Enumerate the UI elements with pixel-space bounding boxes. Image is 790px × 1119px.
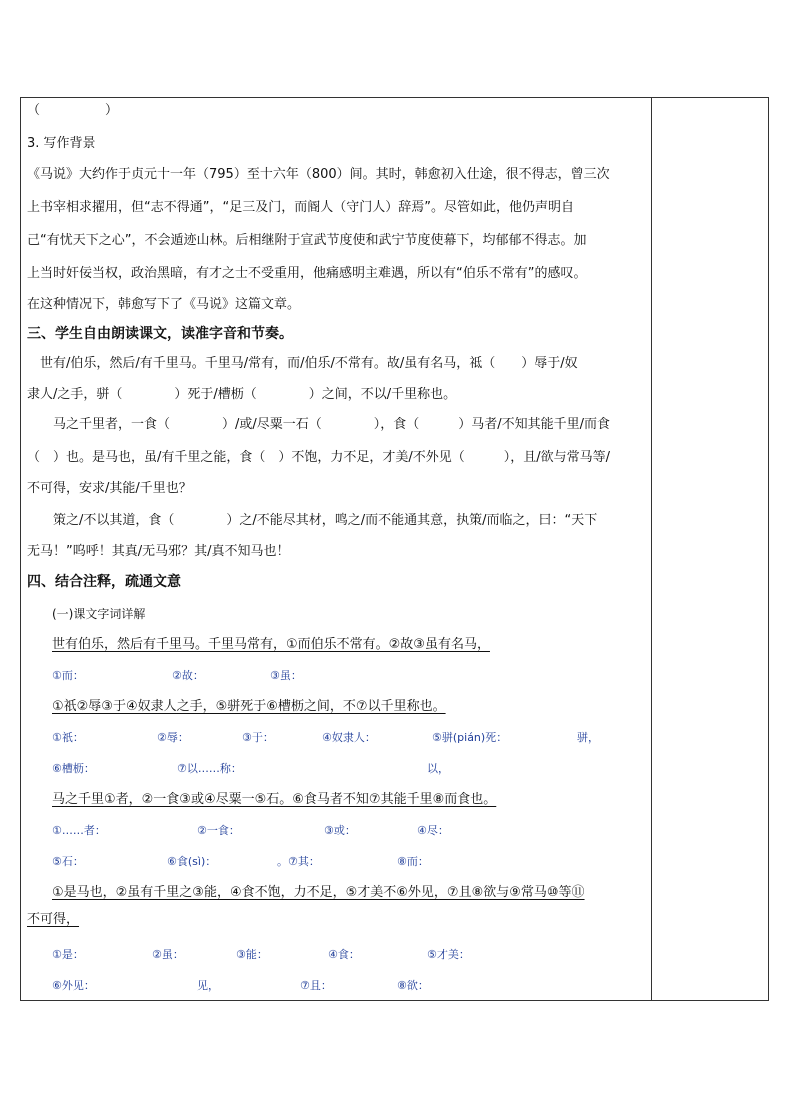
note-item: ①……者：: [52, 824, 106, 837]
note-item: 骈，: [577, 731, 599, 744]
note-item: ②辱：: [157, 731, 189, 744]
reading-text-line: 世有/伯乐，然后/有千里马。千里马/常有，而/伯乐/不常有。故/虽有名马，祗（ ）辱于/奴: [27, 356, 578, 371]
background-paragraph-line: 《马说》大约作于贞元十一年（795）至十六年（800）间。其时，韩愈初入仕途，很不得志，曾三次: [27, 167, 610, 182]
passage-sentence: ①是马也，②虽有千里之③能，④食不饱，力不足，⑤才美不⑥外见，⑦且⑧欲与⑨常马⑩等⑪: [52, 885, 585, 900]
note-item: ③于：: [242, 731, 274, 744]
reading-text-line: （ ）也。是马也，虽/有千里之能，食（ ）不饱，力不足，才美/不外见（ ），且/欲与常马等/: [27, 450, 611, 465]
note-item: 。⑦其：: [277, 855, 320, 868]
note-item: ④食：: [328, 948, 360, 961]
note-item: ③或：: [324, 824, 356, 837]
note-item: ②虽：: [152, 948, 184, 961]
note-item: 以，: [427, 762, 449, 775]
reading-text-line: 马之千里者，一食（ ）/或/尽粟一石（ ），食（ ）马者/不知其能千里/而食: [27, 417, 611, 432]
note-item: ③虽：: [270, 669, 302, 682]
heading-section-three: 三、学生自由朗读课文，读准字音和节奏。: [27, 326, 293, 342]
reading-text-line: 无马！”呜呼！其真/无马邪？其/真不知马也！: [27, 544, 290, 559]
note-item: ②一食：: [197, 824, 240, 837]
table-column-divider: [651, 97, 652, 1001]
note-item: ⑦且：: [300, 979, 332, 992]
note-item: ④奴隶人：: [322, 731, 376, 744]
subheading-word-explanation: (一)课文字词详解: [52, 607, 146, 621]
note-item: ①是：: [52, 948, 84, 961]
reading-text-line: 不可得，安求/其能/千里也？: [27, 481, 192, 496]
note-item: ⑦以……称：: [177, 762, 242, 775]
background-paragraph-line: 上当时奸佞当权，政治黑暗，有才之士不受重用，他痛感明主难遇，所以有“伯乐不常有”的感叹。: [27, 266, 587, 281]
reading-text-line: 隶人/之手，骈（ ）死于/槽枥（ ）之间，不以/千里称也。: [27, 387, 457, 402]
section-writing-background-title: 3. 写作背景: [27, 136, 96, 151]
note-item: ③能：: [236, 948, 268, 961]
note-item: ⑥食(sì)：: [167, 855, 217, 868]
passage-sentence: 不可得，: [27, 912, 80, 927]
note-item: ②故：: [172, 669, 204, 682]
note-item: ⑤才美：: [427, 948, 470, 961]
note-item: ①而：: [52, 669, 84, 682]
blank-paren-line: （ ）: [27, 103, 119, 118]
note-item: ⑤骈(pián)死：: [432, 731, 508, 744]
note-item: ④尽：: [417, 824, 449, 837]
note-item: ⑥外见：: [52, 979, 95, 992]
note-item: 见，: [197, 979, 219, 992]
background-paragraph-line: 己“有忧天下之心”，不会遁迹山林。后相继附于宣武节度使和武宁节度使幕下，均郁郁不得志。加: [27, 233, 587, 248]
note-item: ①祇：: [52, 731, 84, 744]
passage-sentence: ①祇②辱③于④奴隶人之手，⑤骈死于⑥槽枥之间，不⑦以千里称也。: [52, 699, 446, 714]
note-item: ⑥槽枥：: [52, 762, 95, 775]
note-item: ⑧而：: [397, 855, 429, 868]
background-paragraph-line: 上书宰相求擢用，但“志不得通”，“足三及门，而阍人（守门人）辞焉”。尽管如此，他仍声明自: [27, 200, 574, 215]
reading-text-line: 策之/不以其道，食（ ）之/不能尽其材，鸣之/而不能通其意，执策/而临之，曰：“天下: [27, 513, 598, 528]
note-item: ⑧欲：: [397, 979, 429, 992]
passage-sentence: 马之千里①者，②一食③或④尽粟一⑤石。⑥食马者不知⑦其能千里⑧而食也。: [52, 792, 497, 807]
passage-sentence: 世有伯乐，然后有千里马。千里马常有，①而伯乐不常有。②故③虽有名马，: [52, 637, 490, 652]
background-paragraph-line: 在这种情况下，韩愈写下了《马说》这篇文章。: [27, 297, 301, 312]
heading-section-four: 四、结合注释，疏通文意: [27, 574, 181, 590]
note-item: ⑤石：: [52, 855, 84, 868]
